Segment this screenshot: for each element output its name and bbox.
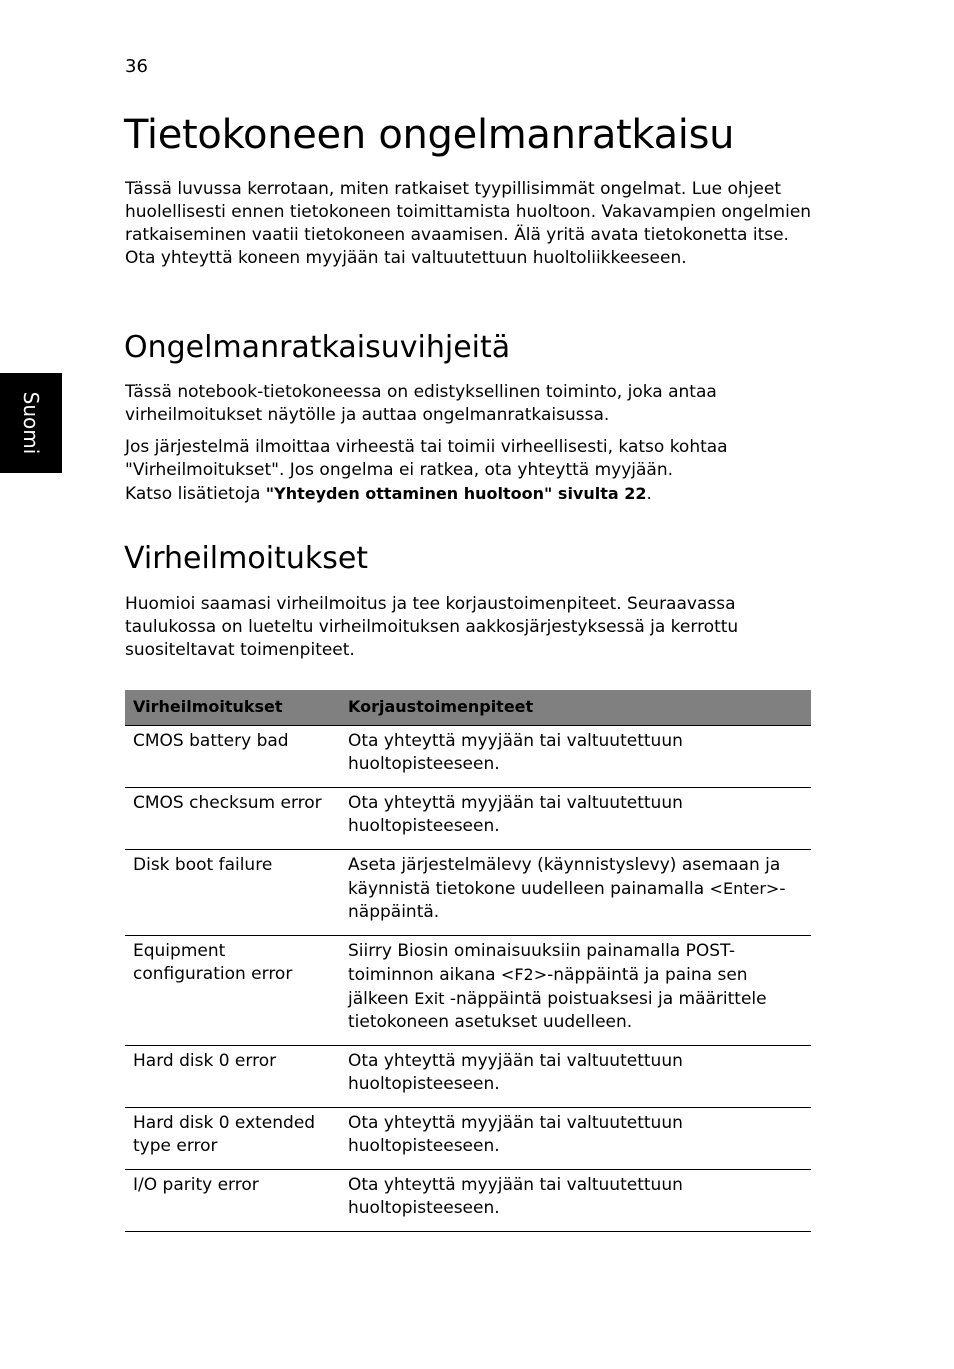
side-tab-label: Suomi [19, 391, 43, 455]
section-heading-tips: Ongelmanratkaisuvihjeitä [124, 330, 511, 365]
action-cell: Ota yhteyttä myyjään tai valtuutettuun huoltopisteeseen. [340, 1108, 811, 1170]
error-cell: I/O parity error [125, 1170, 340, 1232]
action-cell: Ota yhteyttä myyjään tai valtuutettuun huoltopisteeseen. [340, 1046, 811, 1108]
table-row [125, 788, 811, 850]
action-cell [340, 850, 811, 936]
error-cell: CMOS checksum error [125, 788, 340, 850]
error-messages-paragraph: Huomioi saamasi virheilmoitus ja tee korjaustoimenpiteet. Seuraavassa taulukossa on lueteltu virheilmoituksen aakkosjärjestyksessä ja kerrottu suositeltavat toimenpiteet. [125, 594, 739, 660]
table-row [125, 726, 811, 788]
error-messages-table [125, 690, 811, 1232]
page-number: 36 [125, 56, 148, 77]
action-text: -näppäintä poistuaksesi ja määrittele tietokoneen asetukset uudelleen. [348, 989, 767, 1032]
section-heading-error-messages: Virheilmoitukset [124, 541, 369, 576]
action-text: Siirry Biosin ominaisuuksiin painamalla POST-toiminnon aikana [348, 941, 736, 985]
table-row [125, 1170, 811, 1232]
error-cell: Hard disk 0 extended type error [125, 1108, 340, 1170]
page-title: Tietokoneen ongelmanratkaisu [124, 112, 735, 158]
action-cell: Ota yhteyttä myyjään tai valtuutettuun huoltopisteeseen. [340, 726, 811, 788]
tips-paragraph-2 [125, 436, 815, 506]
header-error-messages: Virheilmoitukset [125, 690, 340, 726]
table-header-row [125, 690, 811, 726]
action-cell: Ota yhteyttä myyjään tai valtuutettuun huoltopisteeseen. [340, 788, 811, 850]
tips-line-2: "Virheilmoitukset". Jos ongelma ei ratkea, ota yhteyttä myyjään. [125, 460, 674, 480]
table-row [125, 850, 811, 936]
action-text: -näppäintä ja paina sen jälkeen [348, 965, 748, 1009]
language-side-tab [0, 373, 62, 473]
tips-line-3-suffix: . [646, 484, 652, 504]
service-contact-link[interactable]: "Yhteyden ottaminen huoltoon" sivulta 22 [265, 484, 647, 503]
tips-paragraph-1: Tässä notebook-tietokoneessa on edistyksellinen toiminto, joka antaa virheilmoitukset näytölle ja auttaa ongelmanratkaisussa. [125, 382, 717, 425]
tips-line-3-prefix: Katso lisätietoja [125, 484, 266, 504]
error-cell: CMOS battery bad [125, 726, 340, 788]
action-text: -näppäintä. [348, 879, 786, 922]
intro-paragraph: Tässä luvussa kerrotaan, miten ratkaiset tyypillisimmät ongelmat. Lue ohjeet huolellisesti ennen tietokoneen toimittamista huoltoon. Vakavampien ongelmien ratkaiseminen vaatii tietokoneen avaamisen. Älä yritä avata tietokonetta itse. Ota yhteyttä koneen myyjään tai valtuutettuun huoltoliikkeeseen. [125, 179, 812, 268]
table-row [125, 1046, 811, 1108]
action-cell: Ota yhteyttä myyjään tai valtuutettuun huoltopisteeseen. [340, 1170, 811, 1232]
error-cell: Equipment configuration error [125, 936, 340, 1046]
enter-key-label: <Enter> [709, 879, 780, 898]
header-corrective-actions: Korjaustoimenpiteet [340, 690, 811, 726]
action-text: Aseta järjestelmälevy (käynnistyslevy) asemaan ja käynnistä tietokone uudelleen painamalla [348, 855, 781, 899]
exit-key-label: Exit [414, 989, 445, 1008]
error-cell: Hard disk 0 error [125, 1046, 340, 1108]
error-cell: Disk boot failure [125, 850, 340, 936]
tips-line-1: Jos järjestelmä ilmoittaa virheestä tai toimii virheellisesti, katso kohtaa [125, 437, 728, 457]
table-row [125, 936, 811, 1046]
action-cell [340, 936, 811, 1046]
f2-key-label: <F2> [500, 965, 548, 984]
table-row [125, 1108, 811, 1170]
